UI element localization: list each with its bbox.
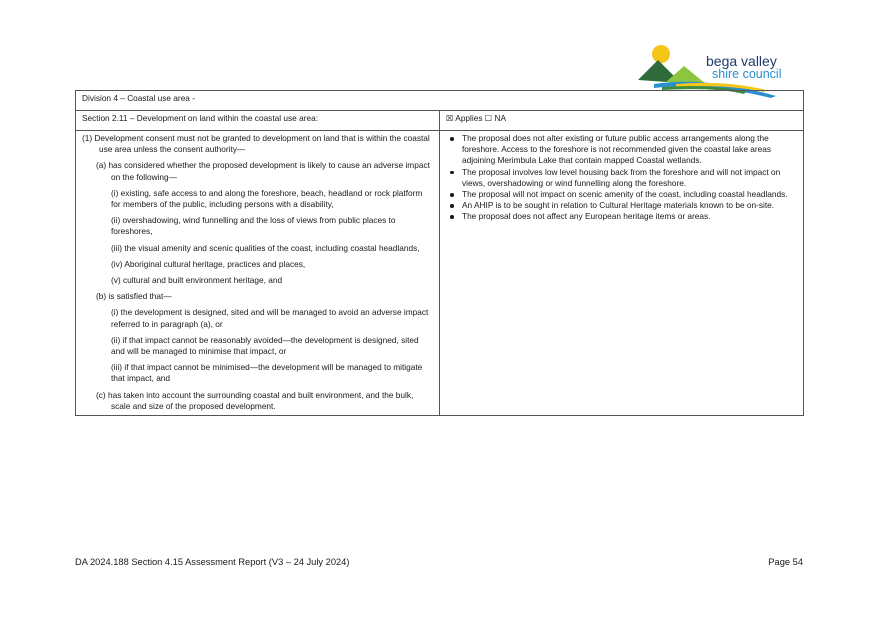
- clause-a: (a) has considered whether the proposed development is likely to cause an adverse impact on the following—: [96, 160, 430, 182]
- section-row: [76, 111, 804, 131]
- division-row: [76, 91, 804, 111]
- applies-status: ☒ Applies ☐ NA: [440, 111, 804, 131]
- clause-a-ii: (ii) overshadowing, wind funnelling and the loss of views from public places to foreshores,: [111, 215, 396, 237]
- assessment-item: The proposal does not alter existing or future public access arrangements along the foreshore. Access to the foreshore is not recommended given the coastal lake areas adjoining Merimbula Lake that contain mapped Coastal wetlands.: [462, 133, 797, 167]
- page-number: Page 54: [768, 557, 803, 567]
- clause-b-iii: (iii) if that impact cannot be minimised—the development will be managed to mitigate that impact, and: [111, 362, 423, 384]
- clause-a-iv: (iv) Aboriginal cultural heritage, practices and places,: [111, 258, 306, 269]
- coastal-use-table: [75, 90, 804, 416]
- assessment-item: An AHIP is to be sought in relation to Cultural Heritage materials known to be on-site.: [462, 200, 797, 211]
- assessment-item: The proposal involves low level housing back from the foreshore and will not impact on views, overshadowing or wind funnelling along the foreshore.: [462, 167, 797, 189]
- clause-a-i: (i) existing, safe access to and along the foreshore, beach, headland or rock platform for members of the public, including persons with a disability,: [111, 187, 423, 210]
- logo-sun: [652, 45, 670, 63]
- clause-b: (b) is satisfied that—: [96, 291, 172, 302]
- logo-text-line1: bega valley: [706, 53, 777, 69]
- division-heading: Division 4 – Coastal use area -: [76, 91, 804, 111]
- assessment-item: The proposal will not impact on scenic amenity of the coast, including coastal headlands.: [462, 189, 797, 200]
- clause-1: (1) Development consent must not be granted to development on land that is within the coastal use area unless the consent authority—: [82, 133, 430, 155]
- assessment-item: The proposal does not affect any European heritage items or areas.: [462, 211, 797, 222]
- clause-a-v: (v) cultural and built environment heritage, and: [111, 275, 283, 286]
- assessment-cell: [440, 131, 804, 416]
- clause-c: (c) has taken into account the surrounding coastal and built environment, and the bulk, scale and size of the proposed development.: [96, 389, 414, 411]
- clause-b-i: (i) the development is designed, sited and will be managed to avoid an adverse impact referred to in paragraph (a), or: [111, 307, 429, 329]
- clause-a-iii: (iii) the visual amenity and scenic qualities of the coast, including coastal headlands,: [111, 242, 420, 253]
- clause-cell: [76, 131, 440, 416]
- clause-b-ii: (ii) if that impact cannot be reasonably avoided—the development is designed, sited and will be managed to minimise that impact, or: [111, 334, 419, 357]
- section-heading: Section 2.11 – Development on land within the coastal use area:: [76, 111, 440, 131]
- report-reference: DA 2024.188 Section 4.15 Assessment Report (V3 – 24 July 2024): [75, 557, 350, 567]
- assessment-list: [446, 133, 797, 223]
- logo-text-line2: shire council: [712, 67, 782, 81]
- clause-row: [76, 131, 804, 416]
